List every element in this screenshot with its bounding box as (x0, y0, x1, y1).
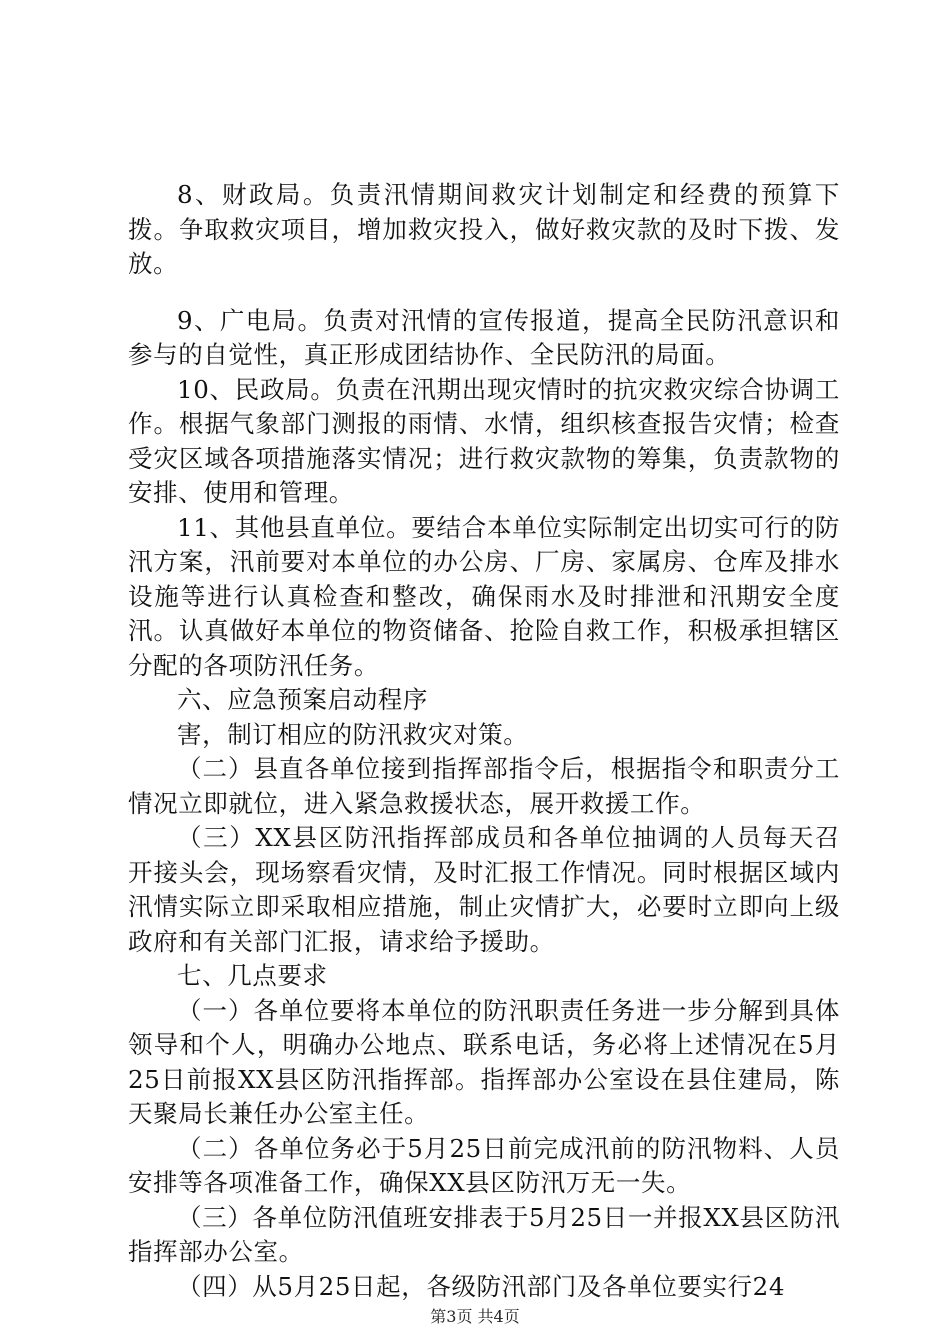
section-heading-seven: 七、几点要求 (177, 961, 328, 990)
section-heading-six: 六、应急预案启动程序 (177, 685, 428, 714)
page-footer: 第3页 共4页 (430, 1307, 520, 1326)
paragraph-other-units: 11、其他县直单位。要结合本单位实际制定出切实可行的防汛方案，汛前要对本单位的办公房、厂房、家属房、仓库及排水设施等进行认真检查和整改，确保雨水及时排泄和汛期安全度汛。认真做好本单位的物资储备、抢险自救工作，积极承担辖区分配的各项防汛任务。 (128, 512, 840, 680)
paragraph-radio-tv-bureau: 9、广电局。负责对汛情的宣传报道，提高全民防汛意识和参与的自觉性，真正形成团结协作、全民防汛的局面。 (128, 305, 840, 369)
paragraph-finance-bureau: 8、财政局。负责汛情期间救灾计划制定和经费的预算下拨。争取救灾项目，增加救灾投入，做好救灾款的及时下拨、发放。 (128, 180, 840, 278)
paragraph-requirement-3: （三）各单位防汛值班安排表于5月25日一并报XX县区防汛指挥部办公室。 (128, 1202, 840, 1266)
document-body (128, 178, 840, 1304)
paragraph-countermeasures: 害，制订相应的防汛救灾对策。 (177, 719, 529, 749)
paragraph-civil-affairs-bureau: 10、民政局。负责在汛期出现灾情时的抗灾救灾综合协调工作。根据气象部门测报的雨情、水情，组织核查报告灾情；检查受灾区域各项措施落实情况；进行救灾款物的筹集，负责款物的安排、使用和管理。 (128, 374, 840, 507)
paragraph-requirement-2: （二）各单位务必于5月25日前完成汛前的防汛物料、人员安排等各项准备工作，确保XX县区防汛万无一失。 (128, 1133, 840, 1197)
paragraph-item-2: （二）县直各单位接到指挥部指令后，根据指令和职责分工情况立即就位，进入紧急救援状态，展开救援工作。 (128, 754, 840, 818)
paragraph-item-3: （三）XX县区防汛指挥部成员和各单位抽调的人员每天召开接头会，现场察看灾情，及时汇报工作情况。同时根据区域内汛情实际立即采取相应措施，制止灾情扩大，必要时立即向上级政府和有关部门汇报，请求给予援助。 (128, 823, 840, 956)
paragraph-requirement-1: （一）各单位要将本单位的防汛职责任务进一步分解到具体领导和个人，明确办公地点、联系电话，务必将上述情况在5月25日前报XX县区防汛指挥部。指挥部办公室设在县住建局，陈天聚局长兼任办公室主任。 (128, 995, 840, 1128)
paragraph-requirement-4: （四）从5月25日起，各级防汛部门及各单位要实行24 (177, 1271, 786, 1301)
